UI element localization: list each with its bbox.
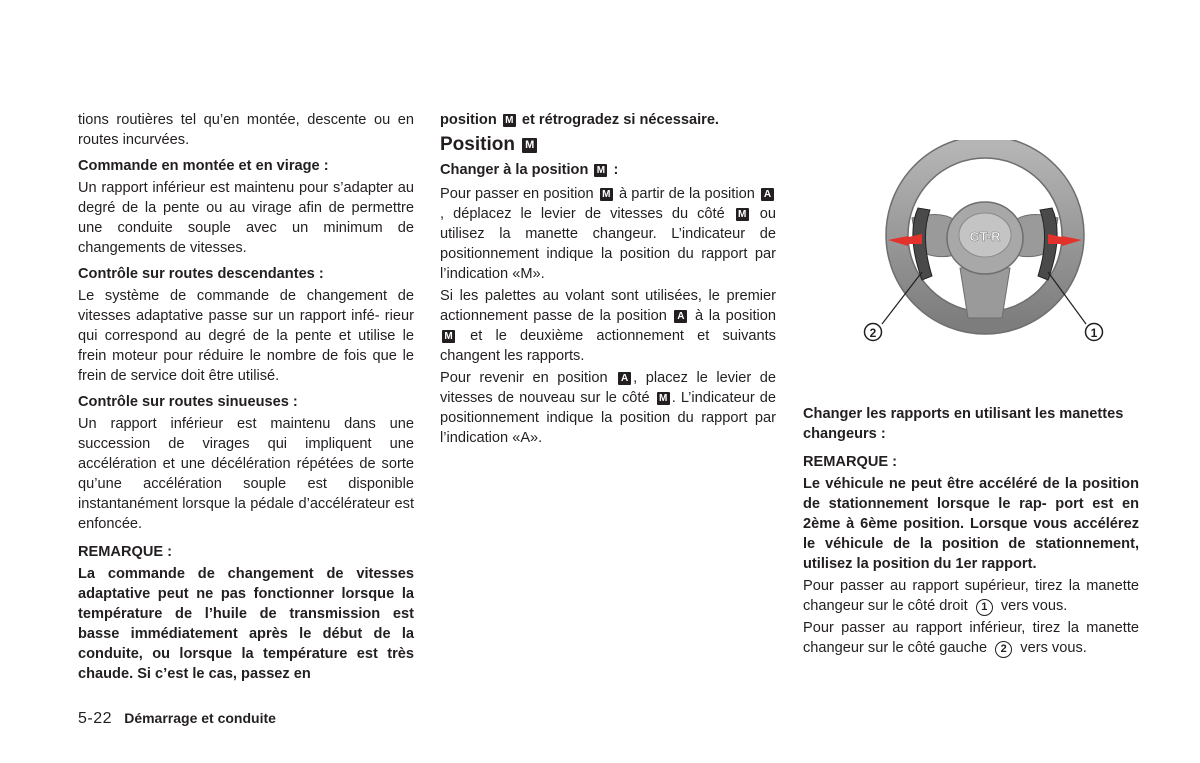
paragraph: tions routières tel qu’en montée, descente ou en routes incurvées. bbox=[78, 112, 414, 148]
m-position-symbol: M bbox=[600, 188, 613, 201]
m-position-symbol: M bbox=[503, 114, 516, 127]
paragraph: Pour passer au rapport supérieur, tirez la manette changeur sur le côté droit 1 vers vous. bbox=[803, 578, 1139, 614]
note-text: La commande de changement de vitesses adaptative peut ne pas fonctionner lorsque la température de l’huile de transmission est basse immédiatement après le début de la conduite, ou lorsque la température est très chaude. Si c’est le cas, passez en bbox=[78, 566, 414, 682]
bottom-spoke bbox=[960, 268, 1010, 318]
heading-manettes: Changer les rapports en utilisant les manettes changeurs : bbox=[803, 406, 1124, 442]
paragraph: Pour passer au rapport inférieur, tirez la manette changeur sur le côté gauche 2 vers vous. bbox=[803, 620, 1139, 656]
paragraph: Pour revenir en position A , placez le levier de vitesses de nouveau sur le côté M . L’indicateur de positionnement indique la position du rapport par l’indication «A». bbox=[440, 370, 776, 446]
note-label: REMARQUE : bbox=[78, 544, 173, 560]
paragraph: Un rapport inférieur est maintenu pour s’adapter au degré de la pente ou au virage afin de permettre une conduite souple avec un minimum de changements de vitesses. bbox=[78, 180, 414, 256]
paragraph: Pour passer en position M à partir de la position A, déplacez le levier de vitesses du côté M ou utilisez la manette changeur. L’indicateur de positionnement indique la position du rapport par l’indication «M». bbox=[440, 186, 776, 282]
a-position-symbol: A bbox=[618, 372, 631, 385]
m-position-symbol: M bbox=[736, 208, 749, 221]
callout-1-symbol: 1 bbox=[976, 599, 993, 616]
page-footer bbox=[78, 710, 276, 728]
m-position-symbol: M bbox=[594, 164, 607, 177]
section-name: Démarrage et conduite bbox=[124, 710, 276, 726]
heading-sinueuses: Contrôle sur routes sinueuses : bbox=[78, 394, 298, 410]
a-position-symbol: A bbox=[761, 188, 774, 201]
paragraph: Le système de commande de changement de vitesses adaptative passe sur un rapport infé- rieur qui correspond au degré de la pente et utilise le frein moteur pour réduire le nombre de fois que le frein de service doit être utilisé. bbox=[78, 288, 414, 384]
steering-wheel-illustration bbox=[860, 140, 1110, 350]
m-position-symbol: M bbox=[442, 330, 455, 343]
note-text: Le véhicule ne peut être accéléré de la position de stationnement lorsque le rap- port est en 2ème à 6ème position. Lorsque vous accélérez le véhicule de la position de stationnement, utilisez la position du 1er rapport. bbox=[803, 476, 1139, 572]
a-position-symbol: A bbox=[674, 310, 687, 323]
paragraph: Si les palettes au volant sont utilisées, le premier actionnement passe de la position A à la position M et le deuxième actionnement et suivants changent les rapports. bbox=[440, 288, 776, 364]
note-label: REMARQUE : bbox=[803, 454, 898, 470]
middle-column bbox=[440, 110, 776, 450]
page-number: 5-22 bbox=[78, 710, 113, 727]
section-title: Position M bbox=[440, 132, 776, 158]
heading-montee: Commande en montée et en virage : bbox=[78, 158, 329, 174]
heading-descendantes: Contrôle sur routes descendantes : bbox=[78, 266, 324, 282]
paragraph: Un rapport inférieur est maintenu dans une succession de virages qui impliquent une accélération et une décélération répétées de sorte qu’une accélération souple est disponible instantanément lorsque la pédale d’accélérateur est enfoncée. bbox=[78, 416, 414, 532]
svg-text:2: 2 bbox=[869, 326, 877, 340]
svg-text:1: 1 bbox=[1090, 326, 1098, 340]
gtr-logo: GT-R bbox=[969, 229, 1001, 244]
m-position-symbol: M bbox=[657, 392, 670, 405]
continued-line: position M et rétrogradez si nécessaire. bbox=[440, 112, 719, 128]
callout-2-symbol: 2 bbox=[995, 641, 1012, 658]
left-column bbox=[78, 110, 414, 686]
right-column bbox=[803, 398, 1139, 660]
m-position-symbol: M bbox=[522, 138, 537, 153]
steering-wheel-figure bbox=[860, 140, 1110, 350]
subheading: Changer à la position M : bbox=[440, 162, 619, 178]
